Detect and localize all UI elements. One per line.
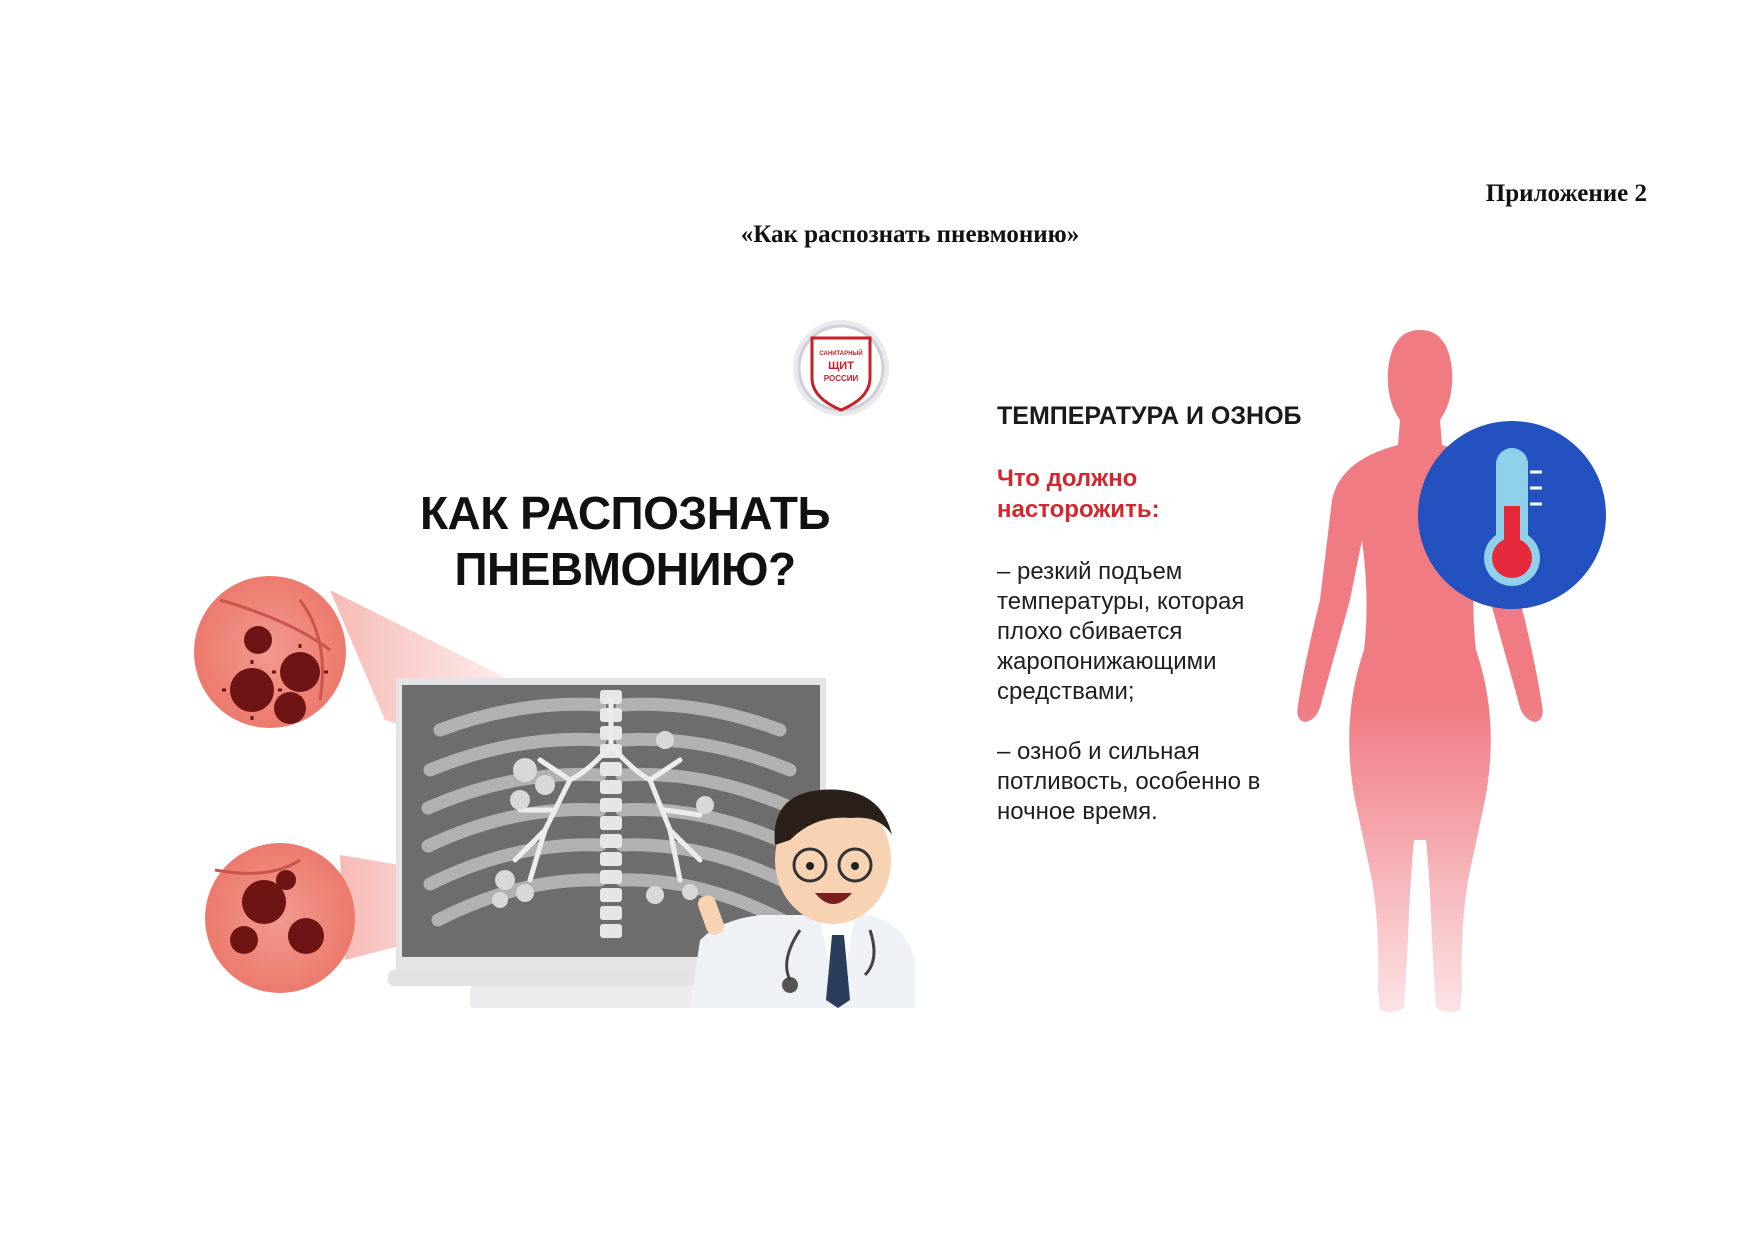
virus-lens-bottom [205, 843, 355, 993]
warning-heading: Что должно насторожить: [997, 465, 1160, 523]
symptom-bullet: – резкий подъем температуры, которая плохо сбивается жаропонижающими средствами; [997, 558, 1245, 705]
poster-heading-line2: ПНЕВМОНИЮ? [454, 543, 796, 595]
thermometer-icon [1418, 421, 1606, 609]
logo-line3: РОССИИ [823, 374, 859, 383]
poster-heading [395, 485, 855, 597]
symptom-bullet: – озноб и сильная потливость, особенно в ночное время. [997, 738, 1261, 825]
section-title: ТЕМПЕРАТУРА И ОЗНОБ [997, 402, 1302, 430]
logo-line1: САНИТАРНЫЙ [819, 351, 863, 357]
sanitary-shield-logo [793, 320, 889, 416]
document-title: «Как распознать пневмонию» [740, 221, 1080, 248]
appendix-label: Приложение 2 [1485, 180, 1647, 207]
poster-heading-line1: КАК РАСПОЗНАТЬ [419, 487, 831, 539]
virus-lens-top [194, 576, 346, 728]
logo-line2: ЩИТ [828, 360, 854, 372]
